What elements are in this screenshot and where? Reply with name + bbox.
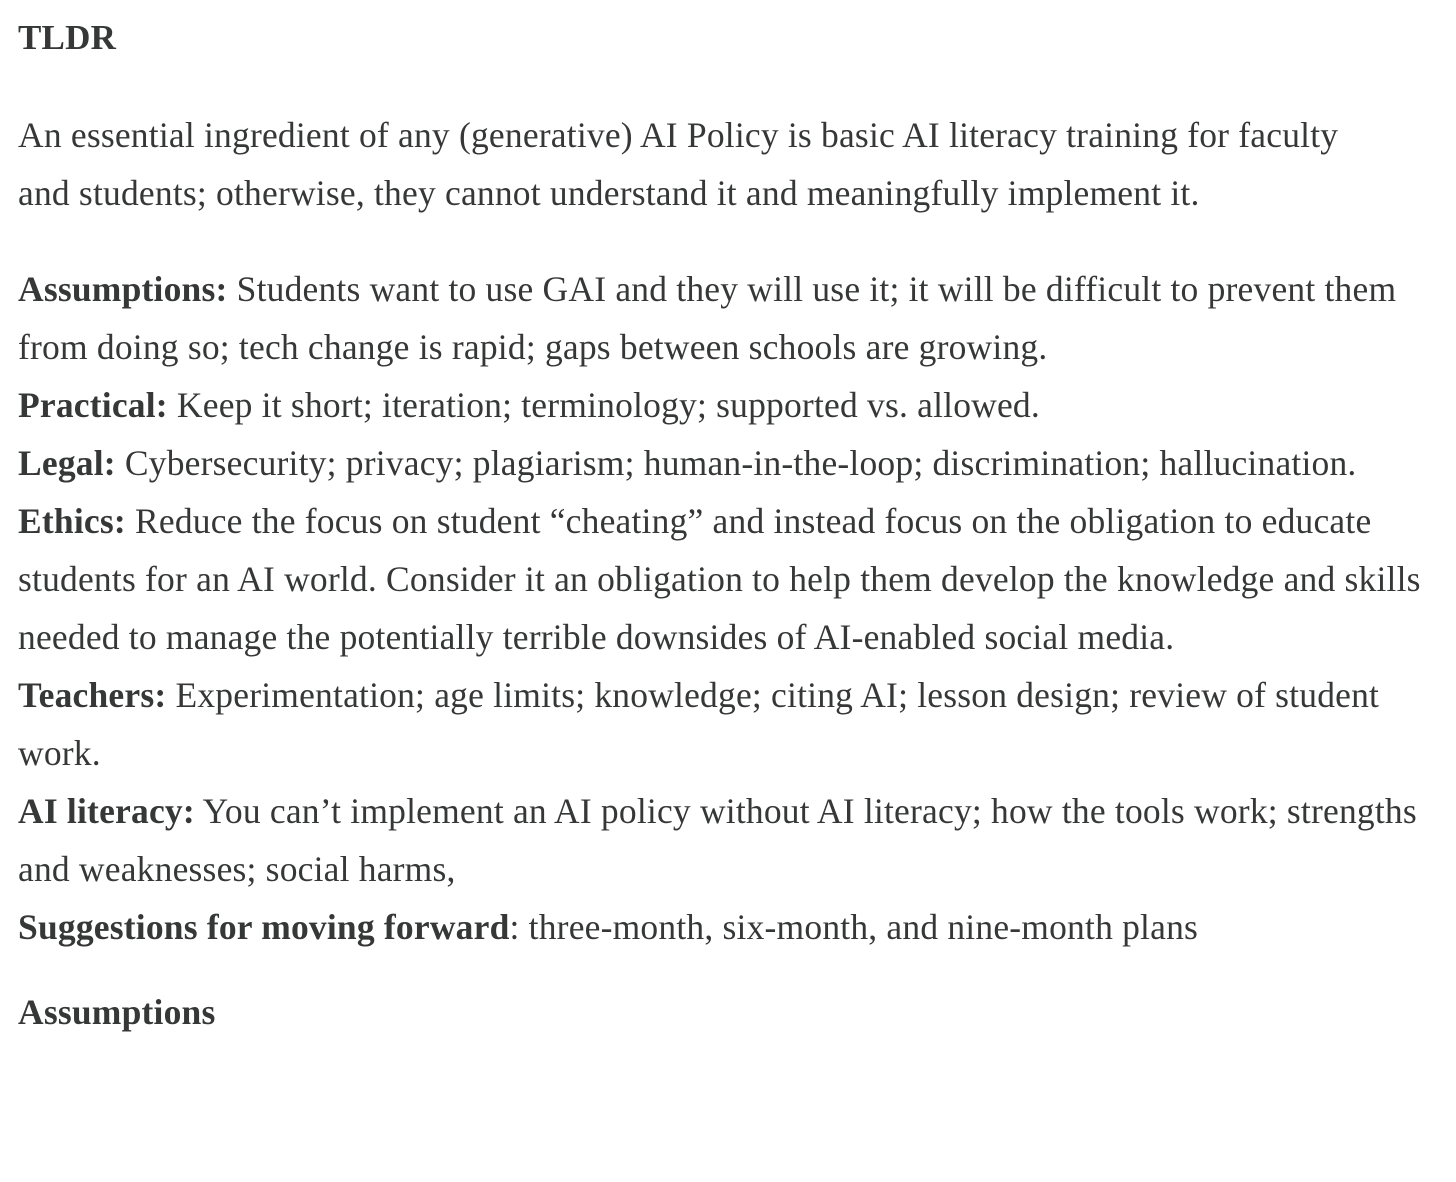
point-text: : three-month, six-month, and nine-month plans	[509, 907, 1199, 947]
tldr-heading: TLDR	[18, 18, 117, 57]
next-heading-clip	[18, 986, 1438, 1032]
point-text: Students want to use GAI and they will use it; it will be difficult to prevent them from doing so; tech change is rapid; gaps between schools are growing.	[18, 269, 1397, 367]
point-text: Experimentation; age limits; knowledge; citing AI; lesson design; review of student work.	[18, 675, 1380, 773]
point-label: Teachers:	[18, 675, 167, 715]
point-ethics	[18, 492, 1438, 666]
point-text: Reduce the focus on student “cheating” and instead focus on the obligation to educate students for an AI world. Consider it an obligation to help them develop the knowledge and skills needed to manage the potentially terrible downsides of AI-enabled social media.	[18, 501, 1421, 657]
point-text: Cybersecurity; privacy; plagiarism; human-in-the-loop; discrimination; hallucination.	[115, 443, 1357, 483]
point-label: Ethics:	[18, 501, 126, 541]
intro-paragraph: An essential ingredient of any (generative) AI Policy is basic AI literacy training for faculty and students; otherwise, they cannot understand it and meaningfully implement it.	[18, 115, 1339, 213]
point-teachers	[18, 666, 1438, 782]
point-text: Keep it short; iteration; terminology; supported vs. allowed.	[167, 385, 1040, 425]
point-label: Assumptions:	[18, 269, 228, 309]
point-legal	[18, 434, 1438, 492]
point-practical	[18, 376, 1438, 434]
point-label: Suggestions for moving forward	[18, 907, 510, 947]
summary-points	[18, 260, 1438, 956]
point-suggestions	[18, 898, 1438, 956]
point-label: Legal:	[18, 443, 116, 483]
point-ai-literacy	[18, 782, 1438, 898]
next-section-heading: Assumptions	[18, 992, 216, 1032]
point-text: You can’t implement an AI policy without AI literacy; how the tools work; strengths and weaknesses; social harms,	[18, 791, 1417, 889]
point-label: AI literacy:	[18, 791, 195, 831]
point-label: Practical:	[18, 385, 168, 425]
article-body	[18, 12, 1438, 1032]
point-assumptions	[18, 260, 1438, 376]
